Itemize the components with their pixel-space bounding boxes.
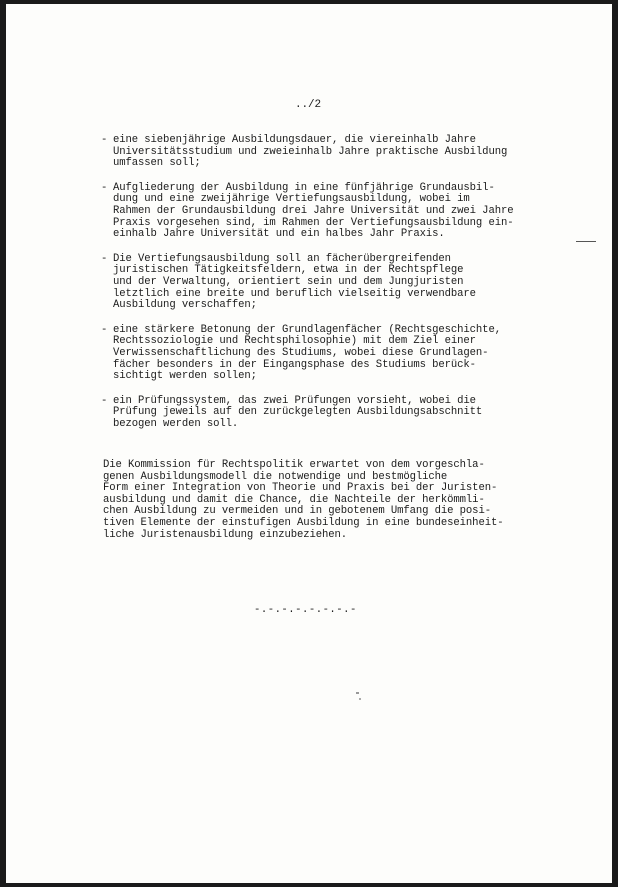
scan-speck — [359, 698, 361, 700]
list-item-text: eine siebenjährige Ausbildungsdauer, die viereinhalb Jahre Universitätsstudium und zweieinhalb Jahre praktische Ausbildung umfassen soll; — [113, 134, 508, 170]
closing-mark: -.-.-.-.-.-.-.- — [254, 604, 357, 616]
list-item-text: Die Vertiefungsausbildung soll an fächerübergreifenden juristischen Tätigkeitsfeldern, etwa in der Rechtspflege und der Verwaltung, orientiert sein und dem Jungjuristen letztlich eine breite und beruflich vielseitig verwendbare Ausbildung verschaffen; — [113, 252, 476, 312]
list-item — [101, 183, 571, 241]
bullet-dash: - — [101, 252, 108, 265]
margin-mark — [576, 241, 596, 242]
list-item — [101, 135, 571, 170]
conclusion-paragraph: Die Kommission für Rechtspolitik erwartet von dem vorgeschla- genen Ausbildungsmodell die notwendige und bestmögliche Form einer Integration von Theorie und Praxis bei der Juristen- ausbildung und damit die Chance, die Nachteile der herkömmli- chen Ausbildung zu vermeiden und in gebotenem Umfang die posi- tiven Elemente der einstufigen Ausbildung in eine bundeseinheit- liche Juristenausbildung einzubeziehen. — [103, 459, 504, 541]
bullet-dash: - — [101, 394, 108, 407]
bullet-list — [101, 135, 571, 443]
list-item — [101, 254, 571, 312]
bullet-dash: - — [101, 134, 108, 146]
list-item-text: ein Prüfungssystem, das zwei Prüfungen vorsieht, wobei die Prüfung jeweils auf den zurückgelegten Ausbildungsabschnitt bezogen werden soll. — [113, 394, 483, 430]
list-item-text: Aufgliederung der Ausbildung in eine fünfjährige Grundausbil- dung und eine zweijährige Vertiefungsausbildung, wobei im Rahmen der Grundausbildung drei Jahre Universität und zwei Jahre Praxis vorgesehen sind, im Rahmen der Vertiefungsausbildung ein- einhalb Jahre Universität und ein halbes Jahr Praxis. — [113, 181, 514, 241]
document-body — [6, 4, 612, 883]
list-item — [101, 396, 571, 431]
list-item — [101, 325, 571, 383]
bullet-dash: - — [101, 323, 108, 336]
scan-speck — [356, 692, 359, 694]
page-number: ../2 — [295, 99, 322, 111]
bullet-dash: - — [101, 181, 108, 194]
document-page — [6, 4, 612, 883]
list-item-text: eine stärkere Betonung der Grundlagenfächer (Rechtsgeschichte, Rechtssoziologie und Rechtsphilosophie) mit dem Ziel einer Verwissenschaftlichung des Studiums, wobei diese Grundlagen- fächer besonders in der Eingangsphase des Studiums berück- sichtigt werden sollen; — [113, 323, 501, 383]
